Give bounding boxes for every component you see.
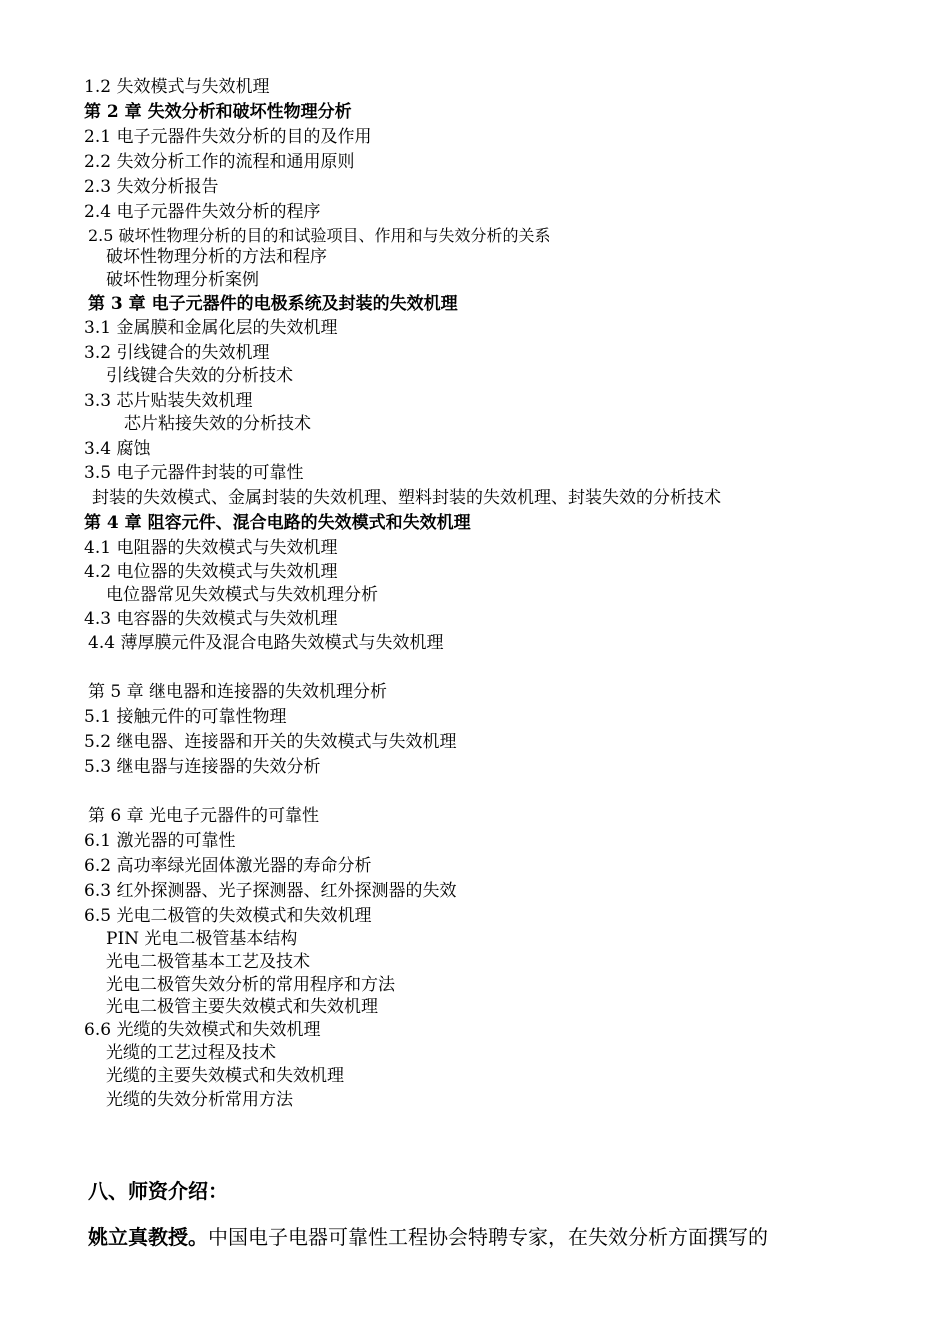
toc-subline: 光缆的工艺过程及技术 <box>106 1043 276 1063</box>
toc-subline: 破坏性物理分析案例 <box>106 270 259 290</box>
toc-subline: 封装的失效模式、金属封装的失效机理、塑料封装的失效机理、封装失效的分析技术 <box>92 488 721 508</box>
toc-line: 6.2 高功率绿光固体激光器的寿命分析 <box>84 856 372 876</box>
toc-line: 5.2 继电器、连接器和开关的失效模式与失效机理 <box>84 732 457 752</box>
toc-line: 4.4 薄厚膜元件及混合电路失效模式与失效机理 <box>88 633 444 653</box>
toc-line: 5.1 接触元件的可靠性物理 <box>84 707 287 727</box>
toc-subline: 光电二极管基本工艺及技术 <box>106 952 310 972</box>
chapter-heading: 第 4 章 阻容元件、混合电路的失效模式和失效机理 <box>84 513 471 533</box>
toc-subline: 光缆的主要失效模式和失效机理 <box>106 1066 344 1086</box>
toc-line: 4.1 电阻器的失效模式与失效机理 <box>84 538 338 558</box>
toc-line: 1.2 失效模式与失效机理 <box>84 77 270 97</box>
toc-line: 3.1 金属膜和金属化层的失效机理 <box>84 318 338 338</box>
toc-line: 6.6 光缆的失效模式和失效机理 <box>84 1020 321 1040</box>
toc-line: 3.3 芯片贴装失效机理 <box>84 391 253 411</box>
section-heading: 八、师资介绍： <box>88 1179 228 1203</box>
toc-subline: 引线键合失效的分析技术 <box>106 366 293 386</box>
toc-subline: 破坏性物理分析的方法和程序 <box>106 247 327 267</box>
toc-line: 3.4 腐蚀 <box>84 439 151 459</box>
toc-line: 4.2 电位器的失效模式与失效机理 <box>84 562 338 582</box>
toc-subline: 光缆的失效分析常用方法 <box>106 1090 293 1110</box>
toc-line: 6.5 光电二极管的失效模式和失效机理 <box>84 906 372 926</box>
instructor-paragraph <box>88 1223 768 1251</box>
instructor-name: 姚立真教授。 <box>88 1225 208 1249</box>
chapter-heading: 第 5 章 继电器和连接器的失效机理分析 <box>88 682 388 702</box>
toc-line: 6.1 激光器的可靠性 <box>84 831 236 851</box>
toc-line: 2.4 电子元器件失效分析的程序 <box>84 202 321 222</box>
toc-line: 3.5 电子元器件封装的可靠性 <box>84 463 304 483</box>
toc-subline: 电位器常见失效模式与失效机理分析 <box>106 585 378 605</box>
toc-subline: 芯片粘接失效的分析技术 <box>124 414 311 434</box>
toc-line: 2.3 失效分析报告 <box>84 177 219 197</box>
instructor-intro: 中国电子电器可靠性工程协会特聘专家，在失效分析方面撰写的 <box>208 1225 768 1249</box>
toc-line: 4.3 电容器的失效模式与失效机理 <box>84 609 338 629</box>
toc-line: 5.3 继电器与连接器的失效分析 <box>84 757 321 777</box>
toc-line: 2.5 破坏性物理分析的目的和试验项目、作用和与失效分析的关系 <box>88 226 551 245</box>
toc-line: 2.2 失效分析工作的流程和通用原则 <box>84 152 355 172</box>
toc-subline: 光电二极管主要失效模式和失效机理 <box>106 997 378 1017</box>
toc-line: 2.1 电子元器件失效分析的目的及作用 <box>84 127 372 147</box>
chapter-heading: 第 2 章 失效分析和破坏性物理分析 <box>84 102 352 122</box>
toc-subline: PIN 光电二极管基本结构 <box>106 929 298 949</box>
toc-line: 6.3 红外探测器、光子探测器、红外探测器的失效 <box>84 881 457 901</box>
toc-line: 3.2 引线键合的失效机理 <box>84 343 270 363</box>
chapter-heading: 第 3 章 电子元器件的电极系统及封装的失效机理 <box>88 294 458 314</box>
toc-subline: 光电二极管失效分析的常用程序和方法 <box>106 975 395 995</box>
chapter-heading: 第 6 章 光电子元器件的可靠性 <box>88 806 320 826</box>
